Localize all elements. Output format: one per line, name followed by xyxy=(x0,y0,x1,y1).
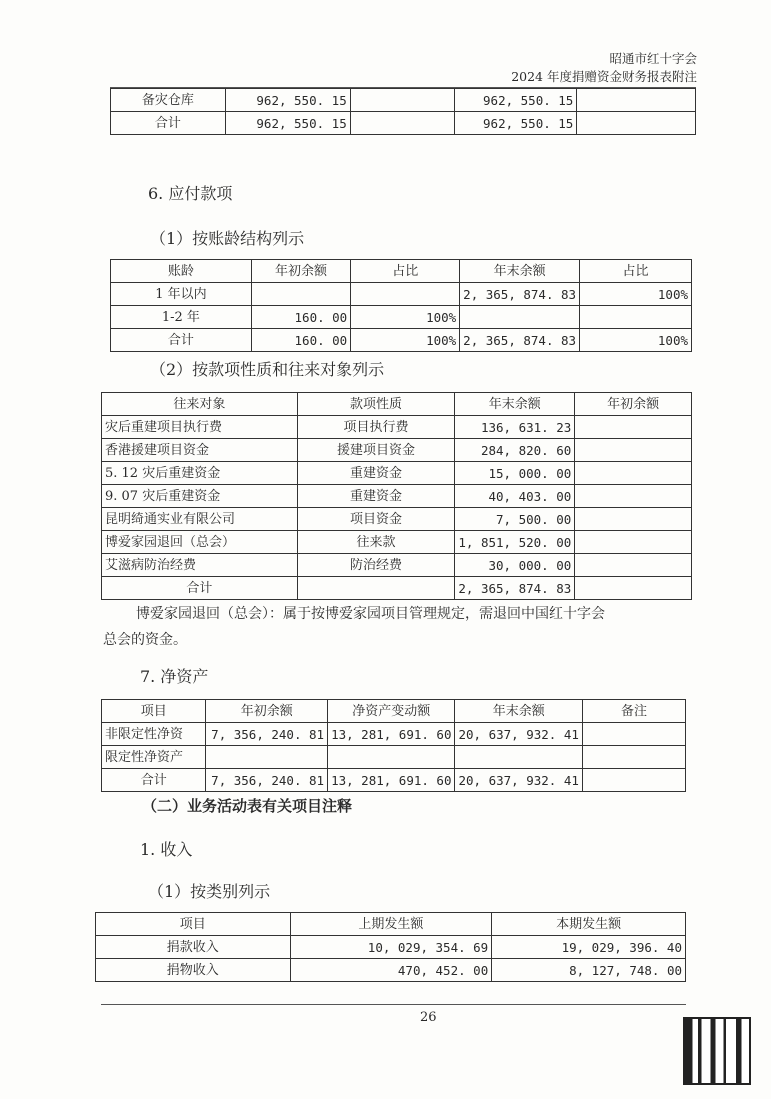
net-assets-table xyxy=(101,699,686,792)
cell: 13, 281, 691. 60 xyxy=(328,769,455,792)
table-row xyxy=(102,462,692,485)
cell: 160. 00 xyxy=(251,306,350,329)
column-header: 占比 xyxy=(351,260,460,283)
report-header xyxy=(511,50,697,86)
cell: 15, 000. 00 xyxy=(455,462,575,485)
table-row xyxy=(102,577,692,600)
cell xyxy=(575,554,692,577)
table-row xyxy=(111,306,692,329)
cell xyxy=(455,746,582,769)
cell: 100% xyxy=(580,283,692,306)
cell: 2, 365, 874. 83 xyxy=(455,577,575,600)
column-header: 年末余额 xyxy=(455,393,575,416)
column-header: 年末余额 xyxy=(455,700,582,723)
cell: 10, 029, 354. 69 xyxy=(290,936,492,959)
table-row xyxy=(102,439,692,462)
row-label: 博爱家园退回（总会） xyxy=(102,531,298,554)
cell: 重建资金 xyxy=(297,462,455,485)
row-label: 合计 xyxy=(102,577,298,600)
row-label: 灾后重建项目执行费 xyxy=(102,416,298,439)
note-text: 博爱家园退回（总会）：属于按博爱家园项目管理规定，需退回中国红十字会 xyxy=(136,606,605,622)
table-header-row xyxy=(111,260,692,283)
column-header: 占比 xyxy=(580,260,692,283)
column-header: 往来对象 xyxy=(102,393,298,416)
column-header: 备注 xyxy=(582,700,685,723)
cell xyxy=(350,89,455,112)
column-header: 上期发生额 xyxy=(290,913,492,936)
cell: 100% xyxy=(580,329,692,352)
cell xyxy=(575,439,692,462)
column-header: 净资产变动额 xyxy=(328,700,455,723)
column-header: 账龄 xyxy=(111,260,252,283)
column-header: 项目 xyxy=(96,913,291,936)
column-header: 年初余额 xyxy=(206,700,328,723)
column-header: 款项性质 xyxy=(297,393,455,416)
footer-rule xyxy=(101,1004,686,1005)
qr-code-icon xyxy=(683,1017,751,1085)
table-row xyxy=(102,416,692,439)
row-label: 1 年以内 xyxy=(111,283,252,306)
row-label: 1-2 年 xyxy=(111,306,252,329)
payables-by-nature-table xyxy=(101,392,692,600)
part-title: （二）业务活动表有关项目注释 xyxy=(142,797,353,815)
row-label: 香港援建项目资金 xyxy=(102,439,298,462)
section-title: 6. 应付款项 xyxy=(148,184,233,203)
header-org: 昭通市红十字会 xyxy=(609,51,697,66)
cell xyxy=(251,283,350,306)
row-label: 捐款收入 xyxy=(96,936,291,959)
cell: 30, 000. 00 xyxy=(455,554,575,577)
table-row xyxy=(111,283,692,306)
subsection-title: （1）按账龄结构列示 xyxy=(150,229,305,248)
cell: 962, 550. 15 xyxy=(225,112,350,135)
table-row xyxy=(111,112,696,135)
row-label: 5. 12 灾后重建资金 xyxy=(102,462,298,485)
row-label: 限定性净资产 xyxy=(102,746,206,769)
cell: 重建资金 xyxy=(297,485,455,508)
cell: 100% xyxy=(351,329,460,352)
cell: 284, 820. 60 xyxy=(455,439,575,462)
cell: 7, 356, 240. 81 xyxy=(206,769,328,792)
cell xyxy=(350,112,455,135)
table-row xyxy=(102,485,692,508)
column-header: 项目 xyxy=(102,700,206,723)
aging-table xyxy=(110,259,692,352)
row-label: 非限定性净资 xyxy=(102,723,206,746)
cell: 470, 452. 00 xyxy=(290,959,492,982)
cell xyxy=(575,485,692,508)
table-row xyxy=(102,554,692,577)
row-label: 备灾仓库 xyxy=(111,89,226,112)
section-title: 1. 收入 xyxy=(140,840,193,859)
cell xyxy=(582,746,685,769)
column-header: 年末余额 xyxy=(460,260,580,283)
cell: 2, 365, 874. 83 xyxy=(460,329,580,352)
table-row xyxy=(102,508,692,531)
table-row xyxy=(102,531,692,554)
row-label: 合计 xyxy=(102,769,206,792)
cell xyxy=(575,416,692,439)
subsection-title: （1）按类别列示 xyxy=(148,882,271,901)
cell xyxy=(575,462,692,485)
cell: 962, 550. 15 xyxy=(225,89,350,112)
cell: 项目执行费 xyxy=(297,416,455,439)
row-label: 9. 07 灾后重建资金 xyxy=(102,485,298,508)
cell xyxy=(580,306,692,329)
cell xyxy=(460,306,580,329)
cell: 962, 550. 15 xyxy=(455,89,577,112)
cell xyxy=(328,746,455,769)
column-header: 本期发生额 xyxy=(492,913,686,936)
page-number: 26 xyxy=(420,1010,437,1025)
header-report-title: 2024 年度捐赠资金财务报表附注 xyxy=(511,69,697,84)
cell: 136, 631. 23 xyxy=(455,416,575,439)
table-row xyxy=(96,936,686,959)
table-row xyxy=(111,89,696,112)
cell: 20, 637, 932. 41 xyxy=(455,769,582,792)
subsection-title: （2）按款项性质和往来对象列示 xyxy=(150,360,385,379)
row-label: 合计 xyxy=(111,112,226,135)
table-header-row xyxy=(102,700,686,723)
cell: 160. 00 xyxy=(251,329,350,352)
cell: 7, 500. 00 xyxy=(455,508,575,531)
cell: 20, 637, 932. 41 xyxy=(455,723,582,746)
row-label: 捐物收入 xyxy=(96,959,291,982)
cell: 1, 851, 520. 00 xyxy=(455,531,575,554)
income-by-category-table xyxy=(95,912,686,982)
cell: 8, 127, 748. 00 xyxy=(492,959,686,982)
cell xyxy=(582,769,685,792)
cell: 防治经费 xyxy=(297,554,455,577)
note-text-continued: 总会的资金。 xyxy=(103,632,187,648)
cell: 项目资金 xyxy=(297,508,455,531)
column-header: 年初余额 xyxy=(575,393,692,416)
row-label: 艾滋病防治经费 xyxy=(102,554,298,577)
table-row xyxy=(102,723,686,746)
cell xyxy=(297,577,455,600)
cell: 40, 403. 00 xyxy=(455,485,575,508)
table-header-row xyxy=(102,393,692,416)
cell: 13, 281, 691. 60 xyxy=(328,723,455,746)
cell: 2, 365, 874. 83 xyxy=(460,283,580,306)
table-row xyxy=(102,769,686,792)
cell: 7, 356, 240. 81 xyxy=(206,723,328,746)
row-label: 昆明绮通实业有限公司 xyxy=(102,508,298,531)
cell xyxy=(577,89,696,112)
cell: 往来款 xyxy=(297,531,455,554)
table-row xyxy=(96,959,686,982)
cell xyxy=(577,112,696,135)
cell xyxy=(582,723,685,746)
cell: 100% xyxy=(351,306,460,329)
cell: 19, 029, 396. 40 xyxy=(492,936,686,959)
cell xyxy=(351,283,460,306)
warehouse-table xyxy=(110,88,696,135)
cell: 援建项目资金 xyxy=(297,439,455,462)
cell xyxy=(575,508,692,531)
row-label: 合计 xyxy=(111,329,252,352)
cell xyxy=(575,531,692,554)
cell xyxy=(206,746,328,769)
section-title: 7. 净资产 xyxy=(140,667,209,686)
cell xyxy=(575,577,692,600)
cell: 962, 550. 15 xyxy=(455,112,577,135)
table-row xyxy=(111,329,692,352)
table-header-row xyxy=(96,913,686,936)
table-row xyxy=(102,746,686,769)
column-header: 年初余额 xyxy=(251,260,350,283)
